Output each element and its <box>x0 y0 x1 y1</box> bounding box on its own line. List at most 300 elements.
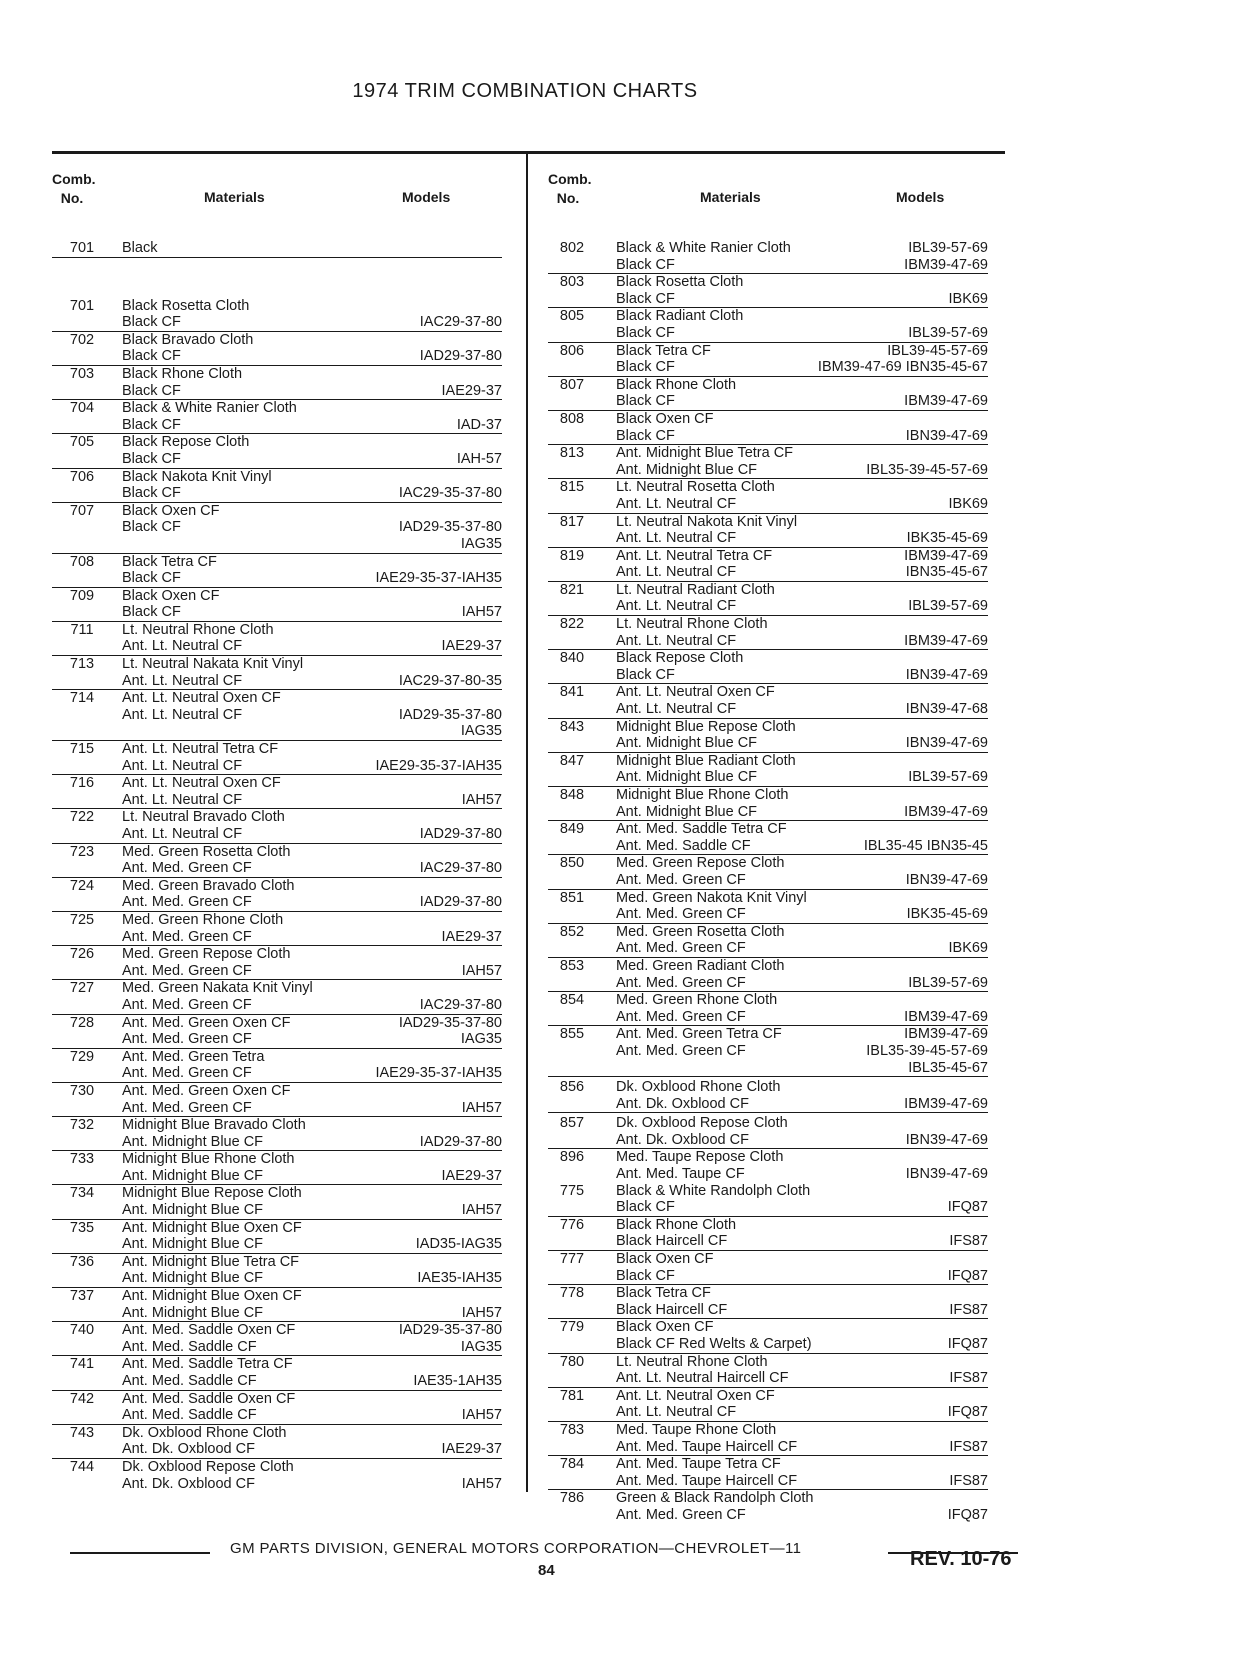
entry-line <box>548 838 988 856</box>
entry-line <box>548 411 988 428</box>
comb-number: 744 <box>69 1458 95 1475</box>
entry-line <box>52 758 502 776</box>
entry-line <box>548 1439 988 1457</box>
model-codes: IAG35 <box>460 723 502 740</box>
trim-entry <box>548 343 988 377</box>
comb-number: 806 <box>559 342 585 359</box>
left-column-header <box>52 168 502 240</box>
material-text: Ant. Lt. Neutral Tetra CF <box>122 741 279 758</box>
material-text: Ant. Med. Saddle CF <box>122 1338 257 1355</box>
material-text: Black Tetra CF <box>616 342 711 359</box>
model-codes: IAC29-37-80-35 <box>398 672 502 689</box>
model-codes: IBM39-47-69 <box>904 1008 988 1025</box>
trim-entry <box>52 554 502 588</box>
entry-line <box>548 1490 988 1507</box>
entry-line <box>548 1302 988 1320</box>
model-codes: IBL39-57-69 <box>908 598 988 615</box>
trim-entry <box>52 1391 502 1425</box>
model-codes: IFS87 <box>949 1472 988 1489</box>
material-text: Black Oxen CF <box>616 1319 714 1336</box>
material-text: Med. Taupe Rhone Cloth <box>616 1421 777 1438</box>
material-text: Ant. Midnight Blue CF <box>122 1236 264 1253</box>
material-text: Dk. Oxblood Rhone Cloth <box>122 1424 287 1441</box>
model-codes: IAG35 <box>460 1338 502 1355</box>
models-header: Models <box>402 189 451 205</box>
left-column <box>52 168 502 1492</box>
entry-line <box>52 912 502 929</box>
trim-entry <box>52 656 502 690</box>
model-codes: IAE29-35-37-IAH35 <box>375 1065 502 1082</box>
material-text: Ant. Lt. Neutral CF <box>616 495 737 512</box>
material-text: Ant. Lt. Neutral CF <box>122 638 243 655</box>
comb-number: 728 <box>69 1014 95 1031</box>
model-codes: IFS87 <box>949 1438 988 1455</box>
material-text: Black Oxen CF <box>122 502 220 519</box>
model-codes: IAC29-35-37-80 <box>398 485 502 502</box>
model-codes: IAH57 <box>461 1202 502 1219</box>
comb-number: 843 <box>559 718 585 735</box>
entry-line <box>548 1507 988 1524</box>
comb-number: 706 <box>69 468 95 485</box>
entry-line <box>52 1356 502 1373</box>
trim-entry <box>548 240 988 274</box>
entry-line <box>52 1220 502 1237</box>
material-text: Ant. Lt. Neutral Oxen CF <box>616 684 775 701</box>
trim-entry <box>548 274 988 308</box>
trim-entry <box>52 946 502 980</box>
material-text: Ant. Lt. Neutral CF <box>616 701 737 718</box>
comb-number: 701 <box>69 297 95 314</box>
entry-line <box>52 570 502 588</box>
comb-number: 840 <box>559 650 585 667</box>
comb-number: 786 <box>559 1490 585 1507</box>
model-codes: IAH57 <box>461 962 502 979</box>
trim-entry <box>52 844 502 878</box>
material-text: Ant. Lt. Neutral CF <box>616 598 737 615</box>
entry-line <box>52 366 502 383</box>
entry-line <box>548 1026 988 1043</box>
entry-line <box>52 1339 502 1357</box>
entry-line <box>52 1168 502 1186</box>
entry-line <box>548 428 988 446</box>
model-codes: IFS87 <box>949 1301 988 1318</box>
material-text: Med. Green Radiant Cloth <box>616 957 785 974</box>
model-codes: IAC29-37-80 <box>419 314 502 331</box>
material-text: Ant. Med. Taupe CF <box>616 1166 745 1183</box>
material-text: Ant. Med. Green CF <box>616 1042 746 1059</box>
material-text: Ant. Lt. Neutral CF <box>122 791 243 808</box>
trim-entry <box>52 503 502 554</box>
material-text: Ant. Med. Green CF <box>122 928 252 945</box>
material-text: Ant. Med. Green CF <box>616 974 746 991</box>
comb-number: 807 <box>559 376 585 393</box>
trim-entry <box>548 1422 988 1456</box>
material-text: Ant. Med. Saddle Tetra CF <box>616 821 787 838</box>
entry-line <box>548 616 988 633</box>
material-text: Ant. Med. Saddle Oxen CF <box>122 1390 296 1407</box>
entry-line <box>52 1100 502 1118</box>
model-codes: IAE29-37 <box>441 1441 502 1458</box>
material-text: Black CF <box>616 427 675 444</box>
comb-no-header <box>52 170 96 208</box>
material-text: Black Oxen CF <box>616 410 714 427</box>
model-codes: IBL35-45 IBN35-45 <box>863 837 988 854</box>
material-text: Black Rosetta Cloth <box>122 297 250 314</box>
entry-line <box>548 958 988 975</box>
entry-line <box>548 855 988 872</box>
entry-line <box>52 332 502 349</box>
trim-entry <box>52 1220 502 1254</box>
entry-line <box>548 753 988 770</box>
material-text: Lt. Neutral Nakota Knit Vinyl <box>616 513 798 530</box>
material-text: Black CF Red Welts & Carpet) <box>616 1336 812 1352</box>
material-text: Ant. Med. Green Oxen CF <box>122 1014 291 1031</box>
entry-line <box>52 1083 502 1100</box>
material-text: Ant. Med. Saddle CF <box>122 1407 257 1424</box>
material-text: Ant. Med. Taupe Tetra CF <box>616 1456 781 1473</box>
entry-line <box>52 1459 502 1476</box>
material-text: Ant. Med. Green CF <box>122 962 252 979</box>
trim-entry <box>548 514 988 548</box>
material-text: Ant. Lt. Neutral Oxen CF <box>616 1387 775 1404</box>
entry-line <box>548 564 988 582</box>
material-text: Dk. Oxblood Rhone Cloth <box>616 1079 781 1096</box>
material-text: Midnight Blue Rhone Cloth <box>616 787 789 803</box>
trim-entry <box>52 434 502 468</box>
entry-line <box>548 1009 988 1027</box>
model-codes: IAE29-37 <box>441 382 502 399</box>
comb-number: 853 <box>559 957 585 974</box>
trim-entry <box>548 650 988 684</box>
entry-line <box>548 1370 988 1388</box>
trim-entry <box>52 1151 502 1185</box>
trim-entry <box>548 753 988 787</box>
entry-line <box>52 894 502 912</box>
model-codes: IAH57 <box>461 1475 502 1492</box>
material-text: Ant. Midnight Blue CF <box>122 1304 264 1321</box>
model-codes: IBN39-47-69 <box>905 1166 988 1183</box>
model-codes: IAH57 <box>461 1099 502 1116</box>
entry-line <box>548 1251 988 1268</box>
comb-number: 724 <box>69 877 95 894</box>
comb-number: 742 <box>69 1390 95 1407</box>
entry-line <box>52 314 502 332</box>
material-text: Med. Taupe Repose Cloth <box>616 1149 784 1166</box>
material-text: Ant. Midnight Blue CF <box>616 803 758 820</box>
entry-line <box>52 536 502 554</box>
trim-entry <box>52 332 502 366</box>
model-codes: IAH57 <box>461 604 502 621</box>
entry-line <box>52 348 502 366</box>
trim-entry <box>548 479 988 513</box>
trim-entry <box>548 719 988 753</box>
model-codes: IBM39-47-69 <box>904 1095 988 1112</box>
entry-line <box>548 906 988 924</box>
model-codes: IAD29-35-37-80 <box>398 1322 502 1339</box>
trim-entry <box>52 240 502 258</box>
comb-header-line1: Comb. <box>548 171 592 187</box>
comb-number: 805 <box>559 308 585 325</box>
entry-line <box>548 598 988 616</box>
trim-entry <box>52 690 502 741</box>
entry-line <box>52 1049 502 1066</box>
entry-line <box>548 719 988 736</box>
entry-line <box>52 604 502 622</box>
material-text: Black CF <box>122 519 181 536</box>
material-text: Ant. Med. Green CF <box>122 996 252 1013</box>
entry-line <box>548 769 988 787</box>
entry-line <box>52 1185 502 1202</box>
comb-number: 849 <box>559 821 585 838</box>
comb-number: 803 <box>559 274 585 291</box>
entry-line <box>548 240 988 257</box>
material-text: Black & White Ranier Cloth <box>616 240 791 256</box>
entry-line <box>548 1079 988 1096</box>
trim-entry <box>52 1015 502 1049</box>
model-codes: IBL39-57-69 <box>908 240 988 256</box>
comb-number: 711 <box>70 621 94 638</box>
material-text: Ant. Midnight Blue CF <box>122 1202 264 1219</box>
model-codes: IAE29-35-37-IAH35 <box>375 757 502 774</box>
entry-line <box>52 451 502 469</box>
trim-entry <box>52 622 502 656</box>
model-codes: IBN39-47-69 <box>905 871 988 888</box>
entry-line <box>52 519 502 536</box>
trim-entry <box>548 855 988 889</box>
trim-entry <box>548 1285 988 1319</box>
entry-line <box>548 1388 988 1405</box>
material-text: Black CF <box>122 604 181 621</box>
entry-line <box>52 1015 502 1032</box>
material-text: Med. Green Nakata Knit Vinyl <box>122 980 313 997</box>
trim-entry <box>52 980 502 1014</box>
trim-entry <box>52 1049 502 1083</box>
comb-number: 702 <box>69 331 95 348</box>
material-text: Med. Green Bravado Cloth <box>122 877 295 894</box>
model-codes: IBN39-47-69 <box>905 666 988 683</box>
model-codes: IAD29-35-37-80 <box>398 1014 502 1031</box>
trim-entry <box>548 411 988 445</box>
material-text: Midnight Blue Repose Cloth <box>122 1185 302 1202</box>
model-codes: IBL35-39-45-57-69 <box>866 461 988 478</box>
material-text: Midnight Blue Rhone Cloth <box>122 1151 295 1168</box>
material-text: Black CF <box>616 1199 675 1216</box>
material-text: Ant. Lt. Neutral Oxen CF <box>122 690 281 707</box>
entry-line <box>548 1319 988 1336</box>
comb-number: 715 <box>69 741 95 758</box>
left-entries <box>52 240 502 1492</box>
trim-entry <box>548 1456 988 1490</box>
entry-line <box>52 1202 502 1220</box>
entry-line <box>52 1373 502 1391</box>
model-codes: IBN35-45-67 <box>905 564 988 581</box>
entry-line <box>52 1391 502 1408</box>
material-text: Black Radiant Cloth <box>616 308 744 325</box>
entry-line <box>548 1199 988 1217</box>
entry-line <box>548 787 988 804</box>
material-text: Ant. Midnight Blue CF <box>122 1270 264 1287</box>
material-text: Black Repose Cloth <box>122 434 250 451</box>
trim-entry <box>548 1251 988 1285</box>
entry-line <box>548 1115 988 1132</box>
trim-entry <box>548 548 988 582</box>
entry-line <box>548 1166 988 1183</box>
material-text: Ant. Lt. Neutral CF <box>616 564 737 581</box>
model-codes: IBK35-45-69 <box>906 906 988 923</box>
comb-number: 737 <box>69 1288 95 1305</box>
material-text: Black CF <box>616 290 675 307</box>
material-text: Black Rhone Cloth <box>616 1216 737 1233</box>
entry-line <box>548 514 988 531</box>
material-text: Ant. Midnight Blue CF <box>122 1133 264 1150</box>
material-text: Ant. Med. Green CF <box>616 871 746 888</box>
entry-line <box>52 588 502 605</box>
material-text: Dk. Oxblood Repose Cloth <box>616 1115 788 1132</box>
comb-number: 701 <box>69 240 95 256</box>
material-text: Black CF <box>122 348 181 365</box>
entry-line <box>548 325 988 343</box>
entry-line <box>52 1151 502 1168</box>
entry-line <box>52 622 502 639</box>
trim-entry <box>548 992 988 1026</box>
material-text: Green & Black Randolph Cloth <box>616 1490 814 1507</box>
entry-line <box>52 878 502 895</box>
material-text: Ant. Midnight Blue Tetra CF <box>122 1253 300 1270</box>
model-codes: IAE35-IAH35 <box>417 1270 502 1287</box>
comb-number: 707 <box>69 502 95 519</box>
entry-line <box>548 291 988 309</box>
comb-number: 736 <box>69 1253 95 1270</box>
material-text: Med. Green Rosetta Cloth <box>616 923 785 940</box>
material-text: Black Rhone Cloth <box>122 365 243 382</box>
material-text: Lt. Neutral Rhone Cloth <box>616 616 768 633</box>
trim-entry <box>548 1354 988 1388</box>
material-text: Black Rhone Cloth <box>616 376 737 393</box>
entry-line <box>52 963 502 981</box>
entry-line <box>52 809 502 826</box>
entry-line <box>52 946 502 963</box>
comb-number: 784 <box>559 1456 585 1473</box>
model-codes: IAE29-37 <box>441 928 502 945</box>
comb-number: 704 <box>69 400 95 417</box>
entry-line <box>52 1270 502 1288</box>
material-text: Med. Green Rhone Cloth <box>122 911 284 928</box>
material-text: Ant. Midnight Blue Oxen CF <box>122 1288 302 1305</box>
material-text: Black CF <box>616 359 675 376</box>
trim-entry <box>548 1183 988 1217</box>
comb-number: 813 <box>559 445 585 462</box>
entry-line <box>548 992 988 1009</box>
trim-entry <box>52 366 502 400</box>
entry-line <box>548 274 988 291</box>
entry-line <box>548 257 988 275</box>
model-codes: IBK69 <box>948 495 988 512</box>
entry-line <box>52 383 502 401</box>
model-codes: IAH57 <box>461 1407 502 1424</box>
material-text: Black Tetra CF <box>122 553 217 570</box>
comb-number: 732 <box>69 1117 95 1134</box>
material-text: Black Haircell CF <box>616 1233 728 1250</box>
material-text: Black Repose Cloth <box>616 650 744 667</box>
trim-entry <box>548 684 988 718</box>
entry-line <box>52 929 502 947</box>
right-column <box>548 168 988 1524</box>
entry-line <box>52 980 502 997</box>
trim-entry <box>52 298 502 332</box>
material-text: Ant. Midnight Blue CF <box>616 735 758 752</box>
materials-header: Materials <box>204 189 265 205</box>
entry-line <box>52 1305 502 1323</box>
trim-entry <box>548 1079 988 1113</box>
model-codes: IAE29-35-37-IAH35 <box>375 570 502 587</box>
model-codes: IAD29-37-80 <box>419 826 502 842</box>
comb-number: 709 <box>69 587 95 604</box>
trim-entry <box>548 890 988 924</box>
material-text: Black CF <box>122 450 181 467</box>
model-codes: IAD29-37-80 <box>419 894 502 911</box>
model-codes: IBK35-45-69 <box>906 530 988 547</box>
material-text: Ant. Med. Green CF <box>122 894 252 911</box>
entry-line <box>548 1456 988 1473</box>
entry-line <box>52 860 502 878</box>
entry-line <box>52 554 502 571</box>
entry-line <box>52 400 502 417</box>
entry-line <box>548 890 988 907</box>
trim-entry <box>52 1425 502 1459</box>
entry-line <box>548 1268 988 1286</box>
entry-line <box>52 240 502 258</box>
comb-number: 781 <box>559 1387 585 1404</box>
entry-line <box>52 1322 502 1339</box>
comb-number: 722 <box>69 809 95 826</box>
material-text: Midnight Blue Bravado Cloth <box>122 1117 306 1134</box>
material-text: Ant. Dk. Oxblood CF <box>616 1095 749 1112</box>
material-text: Ant. Med. Green Oxen CF <box>122 1082 291 1099</box>
entry-line <box>548 582 988 599</box>
material-text: Black CF <box>122 570 181 587</box>
model-codes: IBM39-47-69 <box>904 393 988 410</box>
comb-number: 821 <box>559 581 585 598</box>
comb-number: 723 <box>69 843 95 860</box>
model-codes: IBL39-45-57-69 <box>887 342 988 359</box>
entry-line <box>548 633 988 651</box>
material-text: Ant. Lt. Neutral Haircell CF <box>616 1370 789 1387</box>
material-text: Black CF <box>122 416 181 433</box>
model-codes: IAD-37 <box>456 416 502 433</box>
entry-line <box>548 530 988 548</box>
entry-line <box>548 1096 988 1114</box>
entry-line <box>52 1236 502 1254</box>
entry-line <box>548 1149 988 1166</box>
model-codes: IBM39-47-69 <box>904 1026 988 1043</box>
material-text: Black CF <box>122 314 181 331</box>
entry-line <box>548 496 988 514</box>
entry-line <box>52 690 502 707</box>
entry-line <box>548 1233 988 1251</box>
material-text: Black CF <box>616 666 675 683</box>
material-text: Med. Green Repose Cloth <box>616 855 785 872</box>
entry-line <box>548 1060 988 1078</box>
page-number: 84 <box>538 1562 555 1579</box>
trim-entry <box>548 821 988 855</box>
entry-line <box>548 1422 988 1439</box>
model-codes: IBM39-47-69 <box>904 256 988 273</box>
model-codes: IBL39-57-69 <box>908 974 988 991</box>
material-text: Ant. Dk. Oxblood CF <box>616 1131 749 1148</box>
comb-number: 841 <box>559 684 585 701</box>
comb-number: 705 <box>69 434 95 451</box>
entry-line <box>52 503 502 520</box>
